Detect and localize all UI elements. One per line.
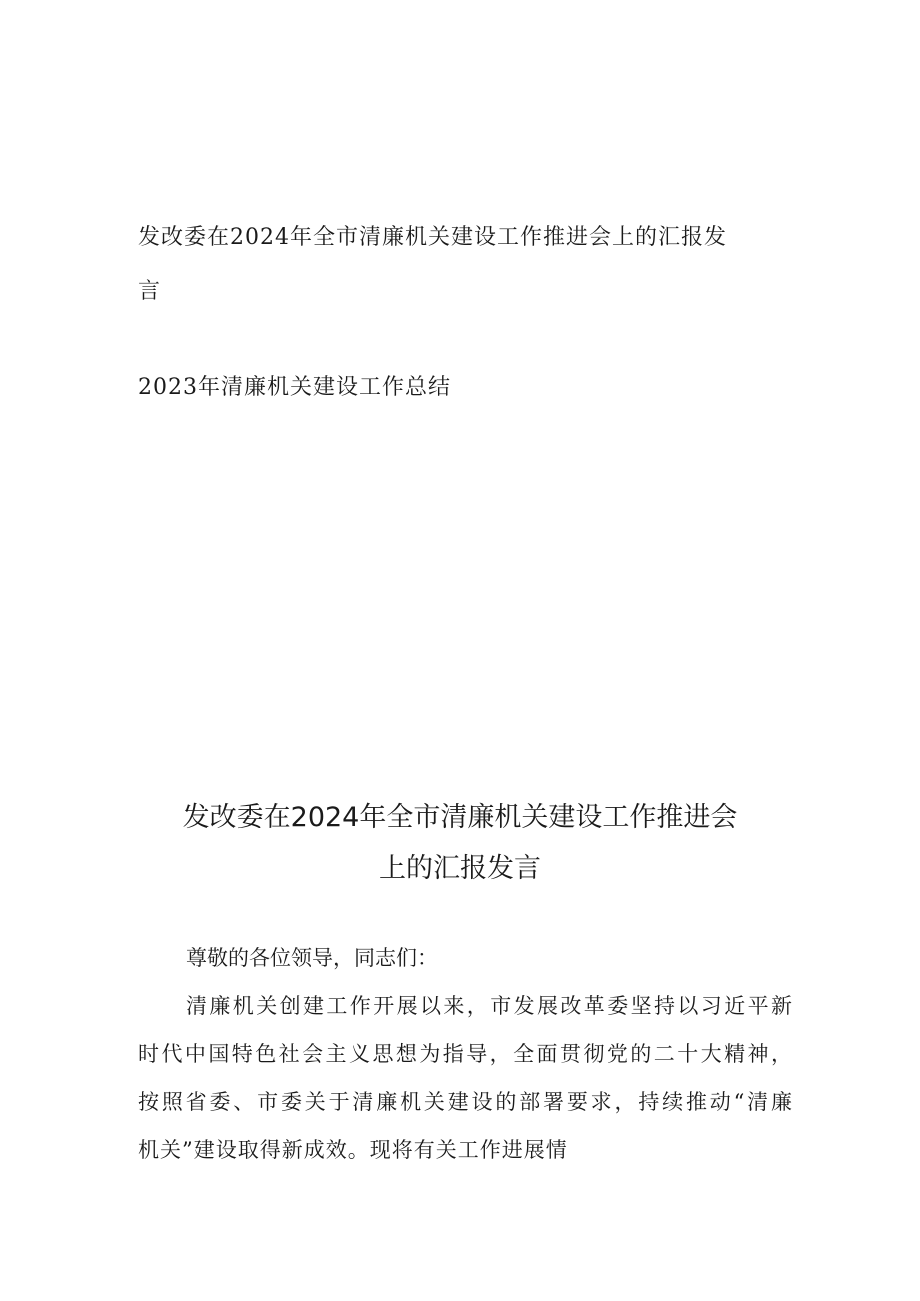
paragraph-line-3: 按照省委、市委关于清廉机关建设的部署要求，持续推动“清廉 bbox=[138, 1090, 792, 1114]
document-title-line-2: 上的汇报发言 bbox=[379, 853, 541, 884]
toc-entry-1-line-1: 发改委在2024年全市清廉机关建设工作推进会上的汇报发 bbox=[138, 225, 727, 250]
paragraph-line-2: 时代中国特色社会主义思想为指导，全面贯彻党的二十大精神， bbox=[138, 1042, 792, 1066]
salutation: 尊敬的各位领导，同志们： bbox=[186, 946, 438, 970]
paragraph-line-4: 机关”建设取得新成效。现将有关工作进展情 bbox=[138, 1138, 568, 1162]
toc-entry-1-line-2: 言 bbox=[138, 279, 162, 304]
paragraph-line-1: 清廉机关创建工作开展以来，市发展改革委坚持以习近平新 bbox=[186, 994, 792, 1018]
document-title-line-1: 发改委在2024年全市清廉机关建设工作推进会 bbox=[182, 802, 738, 833]
toc-entry-2: 2023年清廉机关建设工作总结 bbox=[138, 375, 451, 400]
